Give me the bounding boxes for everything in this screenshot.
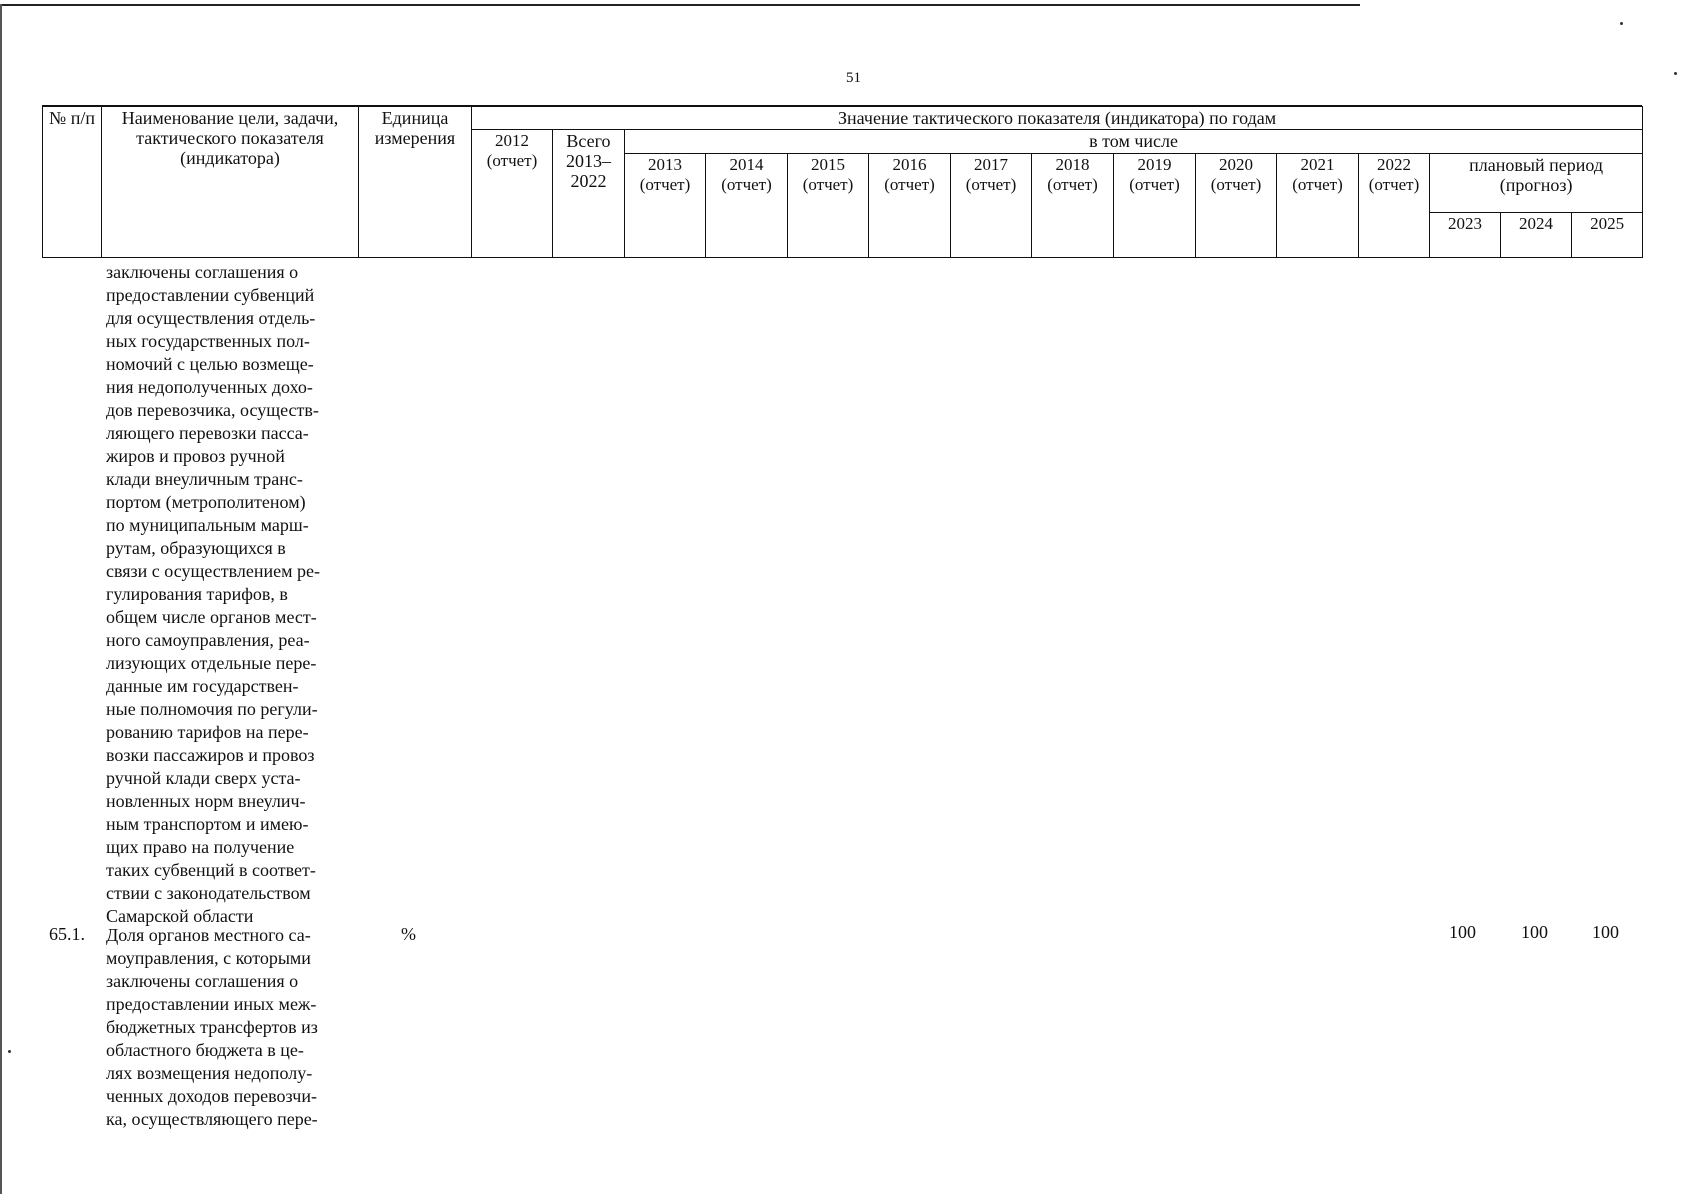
row-unit: % bbox=[401, 924, 416, 944]
header-year-2016: 2016 (отчет) bbox=[869, 153, 951, 257]
row-number: 65.1. bbox=[49, 924, 85, 944]
header-plan-2024: 2024 bbox=[1501, 213, 1572, 258]
scan-speck bbox=[1674, 72, 1677, 75]
header-year-2015: 2015 (отчет) bbox=[788, 153, 869, 257]
header-including: в том числе bbox=[625, 130, 1643, 153]
header-year-2013: 2013 (отчет) bbox=[625, 153, 706, 257]
header-group-title: Значение тактического показателя (индикатора) по годам bbox=[472, 107, 1643, 130]
header-unit: Единица измерения bbox=[359, 107, 472, 258]
header-year-2018: 2018 (отчет) bbox=[1032, 153, 1114, 257]
header-name: Наименование цели, задачи, тактического показателя (индикатора) bbox=[102, 107, 359, 258]
row-indicator-text: Доля органов местного са- моуправления, с которыми заключены соглашения о предоставлении иных меж- бюджетных трансфертов из областного бюджета в це- лях возмещения недополу- ченных доходов перевозчи- ка, осуществляющего пере- bbox=[106, 925, 318, 1129]
header-total: Всего 2013– 2022 bbox=[553, 130, 625, 258]
header-plan-2025: 2025 bbox=[1572, 213, 1643, 258]
header-2012: 2012 (отчет) bbox=[472, 130, 553, 258]
scan-speck bbox=[8, 1050, 11, 1053]
header-plan-2023: 2023 bbox=[1430, 213, 1501, 258]
scan-edge-left bbox=[0, 4, 2, 1194]
header-year-2017: 2017 (отчет) bbox=[951, 153, 1032, 257]
header-year-2022: 2022 (отчет) bbox=[1359, 153, 1430, 257]
value-2023: 100 bbox=[1449, 922, 1476, 942]
header-year-2019: 2019 (отчет) bbox=[1114, 153, 1196, 257]
header-year-2021: 2021 (отчет) bbox=[1277, 153, 1359, 257]
scan-speck bbox=[1620, 22, 1623, 25]
header-year-2014: 2014 (отчет) bbox=[706, 153, 788, 257]
value-2025: 100 bbox=[1592, 922, 1619, 942]
page-number: 51 bbox=[846, 70, 861, 86]
scan-edge-top bbox=[0, 4, 1360, 6]
value-2024: 100 bbox=[1521, 922, 1548, 942]
header-year-2020: 2020 (отчет) bbox=[1196, 153, 1277, 257]
header-plan-period: плановый период (прогноз) bbox=[1430, 153, 1643, 212]
indicator-table-header bbox=[42, 106, 1643, 258]
row-continuation-text: заключены соглашения о предоставлении субвенций для осуществления отдель- ных государственных пол- номочий с целью возмеще- ния недополученных дохо- дов перевозчика, осуществ- ляющего перевозки пасса- жиров и провоз ручной клади внеуличным транс- портом (метрополитеном) по муниципальным марш- рутам, образующихся в связи с осуществлением ре- гулирования тарифов, в общем числе органов мест- ного самоуправления, реа- лизующих отдельные пере- данные им государствен- ные полномочия по регули- рованию тарифов на пере- возки пассажиров и провоз ручной клади сверх уста- новленных норм внеулич- ным транспортом и имею- щих право на получение таких субвенций в соответ- ствии с законодательством Самарской области bbox=[106, 262, 320, 926]
header-number: № п/п bbox=[43, 107, 102, 258]
